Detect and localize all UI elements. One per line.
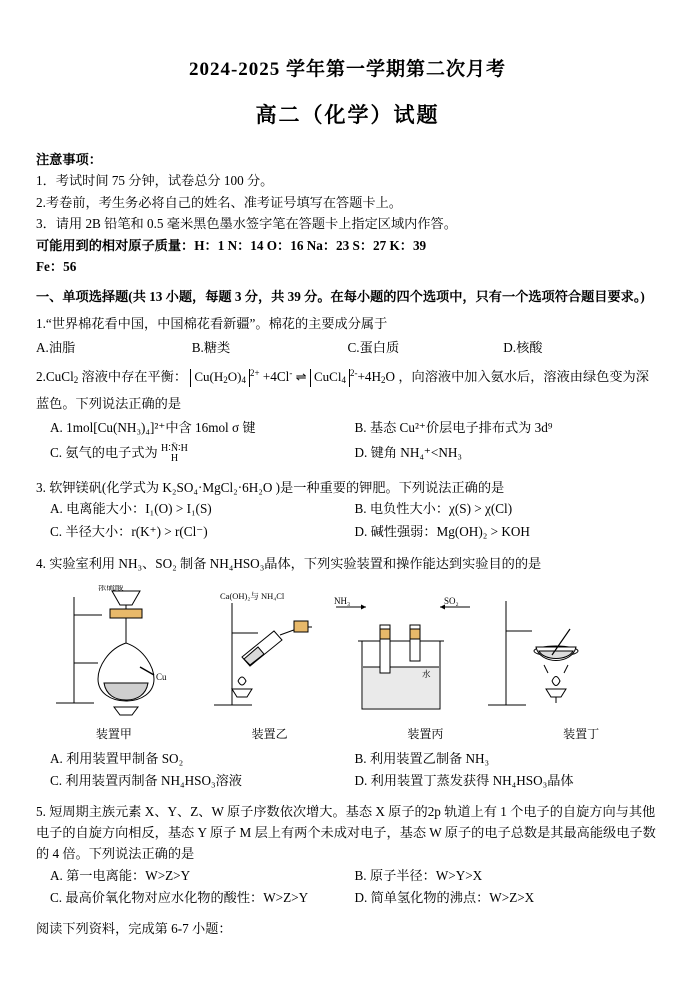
question-2-stem-part-3: ，向溶液中加入氨水后，溶液由绿色变为深蓝色。下列说法正确的是 <box>36 369 649 411</box>
question-2-options-row-1 <box>36 417 659 439</box>
relative-mass-row <box>36 235 659 256</box>
figure-caption-2: 装置乙 <box>251 726 288 741</box>
question-4-options-row-1 <box>36 748 659 770</box>
question-4-option-d: D. 利用装置丁蒸发获得 NH₄HSO₃晶体 <box>354 773 574 789</box>
relative-mass-values-2: Fe：56 <box>36 258 77 274</box>
question-3-option-c: C. 半径大小：r(K⁺) > r(Cl⁻) <box>50 523 208 539</box>
question-4-option-c: C. 利用装置丙制备 NH₄HSO₃溶液 <box>50 773 242 789</box>
label-water: 水 <box>422 668 431 679</box>
relative-mass-values: H：1 N：14 O：16 Na：23 S：27 K：39 <box>194 237 427 253</box>
question-5-option-c: C. 最高价氧化物对应水化物的酸性：W>Z>Y <box>50 890 309 906</box>
question-3-options-row-2 <box>36 521 659 543</box>
relative-mass-label: 可能用到的相对原子质量： <box>36 237 195 253</box>
question-2-options-row-2 <box>36 439 659 467</box>
question-2-option-a: A. 1mol[Cu(NH₃)₄]²⁺中含 16mol σ 键 <box>50 419 256 435</box>
question-2-option-b: B. 基态 Cu²⁺价层电子排布式为 3d⁹ <box>354 419 553 435</box>
question-5-options-row-1 <box>36 865 659 887</box>
question-4-figure-captions <box>36 725 659 742</box>
charge-2plus: 2+ <box>249 368 260 379</box>
subject-title: 高二（化学）试题 <box>255 103 440 127</box>
question-4-stem: 4. 实验室利用 NH₃、SO₂ 制备 NH₄HSO₃晶体，下列实验装置和操作能达到实验目的的是 <box>36 556 542 572</box>
question-5-option-a: A. 第一电离能：W>Z>Y <box>50 867 191 883</box>
question-5-stem: 5. 短周期主族元素 X、Y、Z、W 原子序数依次增大。基态 X 原子的2p 轨道上有 1 个电子的自旋方向与其他电子的自旋方向相反，基态 Y 原子 M 层上有两个未成对电子，基态 W 原子的电子总数是其最高能级电子数的 4 倍。下列说法正确的是 <box>36 803 656 862</box>
charge-2minus: 2- <box>349 368 358 379</box>
complex-ion-right: CuCl$_4$ <box>310 369 350 387</box>
question-4-apparatus-figures <box>36 585 659 723</box>
question-4-option-b: B. 利用装置乙制备 NH₃ <box>354 750 490 766</box>
question-5-options-row-2 <box>36 887 659 909</box>
label-cu: Cu <box>156 671 167 682</box>
ammonia-electron-formula: H∶N̈∶H H <box>161 443 188 465</box>
question-2-option-d: D. 键角 NH₄⁺<NH₃ <box>354 445 462 461</box>
exam-title: 2024-2025 学年第一学期第二次月考 <box>188 59 507 80</box>
question-2-sub-2: 2 <box>73 375 79 386</box>
notes-line-2: 2.考卷前，考生务必将自己的姓名、准考证号填写在答题卡上。 <box>36 194 402 210</box>
figure-caption-3: 装置丙 <box>407 726 444 741</box>
question-3-stem: 3. 软钾镁矾(化学式为 K₂SO₄·MgCl₂·6H₂O )是一种重要的钾肥。下列说法正确的是 <box>36 480 505 496</box>
question-2-option-c: C. 氨气的电子式为 <box>50 445 158 461</box>
complex-ion-left: $Cu(H_2O)_4$ <box>190 369 250 387</box>
question-1-option-a: A.油脂 <box>36 339 76 355</box>
figure-caption-1: 装置甲 <box>95 726 132 741</box>
question-1-options <box>36 337 659 358</box>
apparatus-diagram-svg <box>36 585 659 723</box>
notes-line-3: 3．请用 2B 铅笔和 0.5 毫米黑色墨水签字笔在答题卡上指定区域内作答。 <box>36 216 457 232</box>
question-2-stem-part-1: 2.CuCl <box>36 369 74 385</box>
question-3-option-d: D. 碱性强弱：Mg(OH)₂ > KOH <box>354 523 530 539</box>
notes-block <box>36 149 659 277</box>
charge-minus: - <box>289 368 293 379</box>
question-2-option-c-wrap <box>36 439 355 467</box>
question-5-option-d: D. 简单氢化物的沸点：W>Z>X <box>354 890 535 906</box>
question-3-option-b: B. 电负性大小：χ(S) > χ(Cl) <box>354 501 513 517</box>
question-4-options-row-2 <box>36 770 659 792</box>
question-1-stem: 1.“世界棉花看中国，中国棉花看新疆”。棉花的主要成分属于 <box>36 316 388 332</box>
reading-material-note: 阅读下列资料，完成第 6-7 小题： <box>36 920 232 936</box>
notes-label: 注意事项： <box>36 152 102 167</box>
label-calcium-hydroxide-ammonium-chloride: Ca(OH)₂与 NH₄Cl <box>220 590 285 601</box>
equilibrium-arrow-icon: ⇌ <box>295 369 307 385</box>
label-concentrated-sulfuric-acid: 浓硫酸 <box>98 584 124 592</box>
question-5-option-b: B. 原子半径：W>Y>X <box>354 867 483 883</box>
question-2-eq-text: +4Cl <box>262 369 290 385</box>
question-3-option-a: A. 电离能大小：I₁(O) > I₁(S) <box>50 501 212 517</box>
question-2-stem: 2.CuCl$_2$ 溶液中存在平衡： $Cu(H_2O)_4^{2+} +4Cl^-$ ⇌ $CuCl_4^{2-}+4H_2O$ ，向溶液中加入氨水后，溶液由绿色变为深蓝色。下列说法正确的是 <box>36 368 649 411</box>
notes-line-1: 1．考试时间 75 分钟，试卷总分 100 分。 <box>36 173 274 189</box>
label-nh3: NH₃ <box>334 595 351 606</box>
question-1-option-d: D.核酸 <box>503 339 543 355</box>
question-2-stem-part-2: 溶液中存在平衡： <box>78 369 188 385</box>
question-1-option-b: B.糖类 <box>191 339 231 355</box>
question-1-option-c: C.蛋白质 <box>347 339 400 355</box>
label-so2: SO₂ <box>444 595 459 606</box>
section-1-heading: 一、单项选择题(共 13 小题，每题 3 分，共 39 分。在每小题的四个选项中，只有一个选项符合题目要求。) <box>36 289 645 305</box>
question-4-option-a: A. 利用装置甲制备 SO₂ <box>50 750 184 766</box>
figure-caption-4: 装置丁 <box>563 726 600 741</box>
question-3-options-row-1 <box>36 498 659 520</box>
